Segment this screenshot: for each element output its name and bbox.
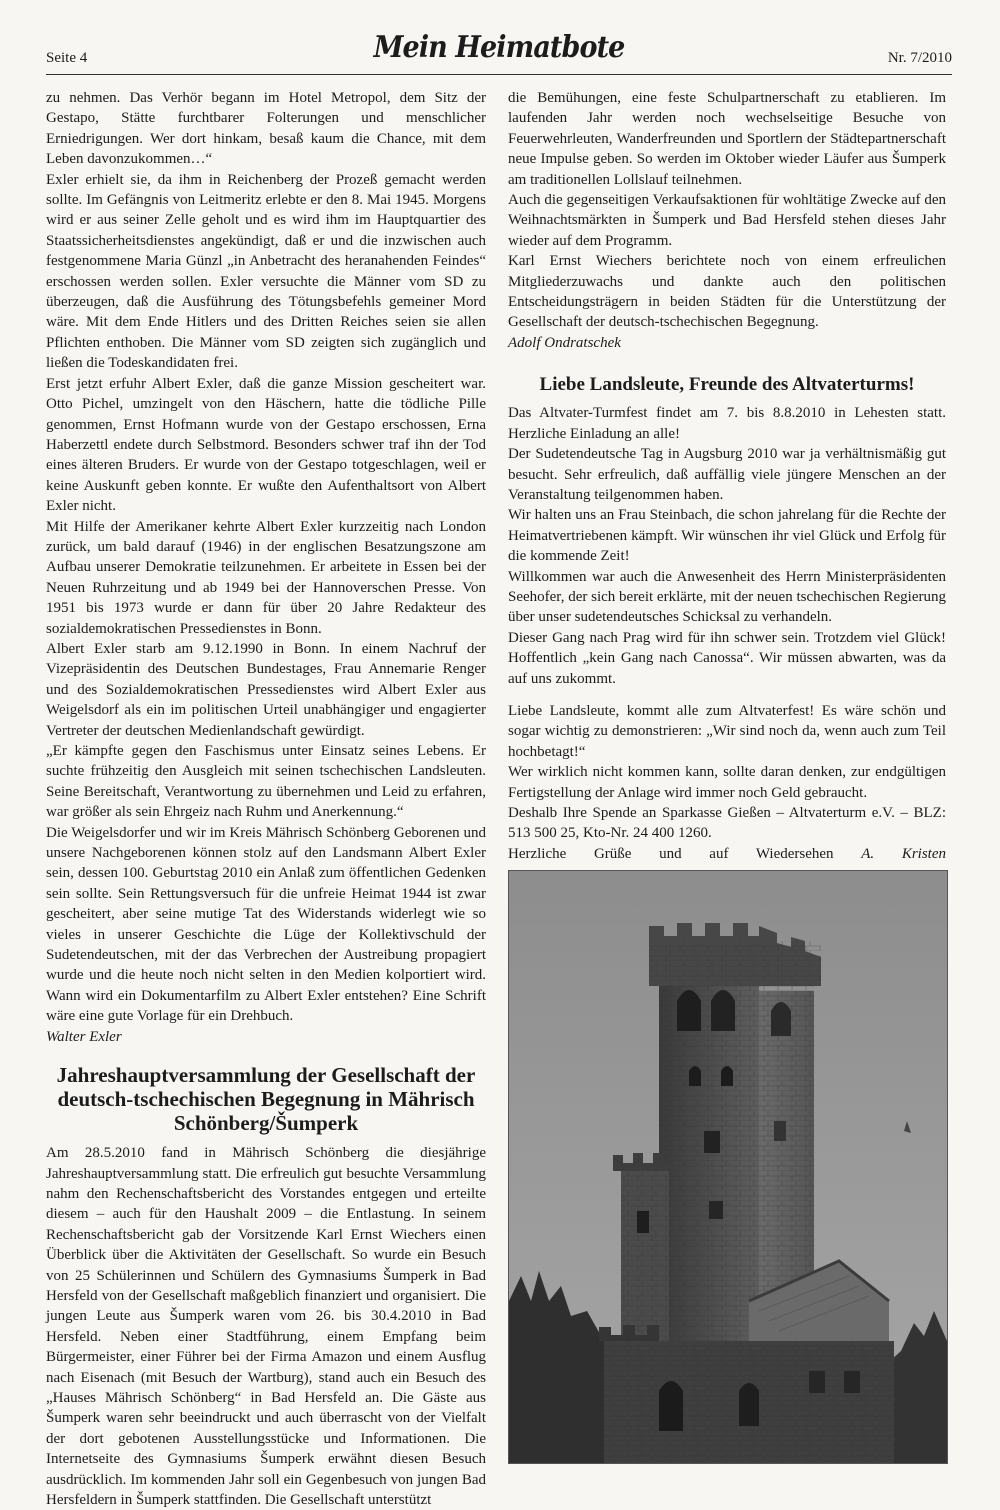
right-column xyxy=(508,88,946,1464)
closing-text: Herzliche Grüße und auf Wiedersehen xyxy=(508,845,834,862)
article-paragraph: Wir halten uns an Frau Steinbach, die schon jahrelang für die Rechte der Heimatvertriebenen kämpft. Wir wünschen ihr viel Glück und Erfolg für die kommende Zeit! xyxy=(508,507,946,565)
article-paragraph: Der Sudetendeutsche Tag in Augsburg 2010 war ja verhältnismäßig gut besucht. Sehr erfreulich, daß auffällig viele jüngere Menschen an der Veranstaltung teilgenommen haben. xyxy=(508,446,946,503)
article-paragraph: Das Altvater-Turmfest findet am 7. bis 8.8.2010 in Lehesten statt. Herzliche Einladung an alle! xyxy=(508,405,946,442)
article-quote: „Er kämpfte gegen den Faschismus unter Einsatz seines Lebens. Er suchte frühzeitig den Ausgleich mit seinen tschechischen Landsleuten. Seine Bereitschaft, Verantwortung zu übernehmen und Leid zu erfahren, war größer als sein Ehrgeiz nach Ruhm und Anerkennung.“ xyxy=(46,743,486,821)
closing-line xyxy=(508,844,946,864)
article-paragraph: Albert Exler starb am 9.12.1990 in Bonn. In einem Nachruf der Vizepräsidentin des Deutschen Bundestages, Frau Annemarie Renger und des Sozialdemokratischen Pressedienstes wird Albert Exler aus Weigelsdorf als ein im politischen Urteil unabhängiger und engagierter Vertreter der deutschen Medienlandschaft gewürdigt. xyxy=(46,640,486,739)
article-paragraph: Die Weigelsdorfer und wir im Kreis Mährisch Schönberg Geborenen und unsere Nachgeborenen können stolz auf den Landsmann Albert Exler sein, dessen 100. Geburtstag 2010 ein Anlaß zum öffentlichen Gedenken sein sollte. Sein Rettungsversuch für die unfreie Heimat 1944 ist zwar gescheitert, aber seine mutige Tat des Widerstands widerlegt wie so vieles in unserer Geschichte die Lüge der Kollektivschuld der Sudetendeutschen, mit der das Verbrechen der Austreibung propagiert wurde und die heute noch nicht selten in den Medien kolportiert wird. Wann wird ein Dokumentarfilm zu Albert Exler entstehen? Eine Schrift wäre eine gute Vorlage für ein Drehbuch. xyxy=(46,824,486,1025)
altvater-tower-image xyxy=(509,871,947,1463)
article-paragraph: Wer wirklich nicht kommen kann, sollte daran denken, zur endgültigen Fertigstellung der Anlage wird immer noch Geld gebraucht. xyxy=(508,764,946,801)
masthead-logo: Mein Heimatbote xyxy=(373,30,625,65)
left-column xyxy=(46,88,486,1510)
header-rule xyxy=(46,74,952,75)
article-paragraph: Exler erhielt sie, da ihm in Reichenberg der Prozeß gemacht werden sollte. Im Gefängnis von Leitmeritz erlebte er den 8. Mai 1945. Morgens wird er aus seiner Zelle geholt und es wird ihm im Hauptquartier des Staatssicherheitsdienstes angekündigt, daß er und die inzwischen auch festgenommene Maria Günzl „in Anbetracht des heranahenden Feindes“ erschossen werden sollen. Exler versuchte die Männer vom SD zu überzeugen, daß die Ausführung des Tötungsbefehls gemeiner Mord wäre. Mit dem Ende Hitlers und des Dritten Reiches seien sie allen Pflichten enthoben. Die Männer vom SD zeigten sich zugänglich und ließen die Todeskandidaten frei. xyxy=(46,171,486,372)
article-paragraph: Am 28.5.2010 fand in Mährisch Schönberg die diesjährige Jahreshauptversammlung statt. Die erfreulich gut besuchte Versammlung nahm den Rechenschaftsbericht des Vorstandes entgegen und erteilte diesem – auch für den Haushalt 2009 – die Entlastung. In seinem Rechenschaftsbericht gab der Vorsitzende Karl Ernst Wiechers einen Überblick über die Aktivitäten der Gesellschaft. So wurde ein Besuch von 25 Schülerinnen und Schülern des Gymnasiums Šumperk in Bad Hersfeld von der Gesellschaft maßgeblich finanziert und organisiert. Die jungen Leute aus Šumperk waren vom 26. bis 30.4.2010 in Bad Hersfeld. Neben einer Stadtführung, einem Empfang beim Bürgermeister, einer Führer bei der Firma Amazon und einem Ausflug nach Eisenach (mit Besuch der Wartburg), stand auch ein Besuch des „Hauses Mährisch Schönberg“ in Bad Hersfeld an. Die Gäste aus Šumperk waren sehr beeindruckt und auch überrascht von der Vielfalt der dort gebotenen Ausstellungsstücke und Informationen. Die Internetseite des Gymnasiums Šumperk erwähnt diesen Besuch ausdrücklich. Im kommenden Jahr soll ein Gegenbesuch von jungen Bad Hersfeldern in Šumperk stattfinden. Die Gesellschaft unterstützt xyxy=(46,1145,486,1508)
article-paragraph: Karl Ernst Wiechers berichtete noch von einem erfreulichen Mitgliederzuwachs und dankte auch den politischen Entscheidungsträgern in beiden Städten für die Unterstützung der Gesellschaft der deutsch-tschechischen Begegnung. xyxy=(508,253,946,331)
page-number: Seite 4 xyxy=(46,50,88,66)
article-paragraph: Deshalb Ihre Spende an Sparkasse Gießen – Altvaterturm e.V. – BLZ: 513 500 25, Kto-Nr. 24 400 1260. xyxy=(508,805,946,842)
article-paragraph: Mit Hilfe der Amerikaner kehrte Albert Exler kurzzeitig nach London zurück, um bald darauf (1946) in der englischen Besatzungszone am Aufbau unserer Demokratie teilzunehmen. Er arbeitete in Essen bei der Neuen Ruhrzeitung und ab 1949 bei der Hannoverschen Presse. Von 1951 bis 1973 wurde er dann für über 20 Jahre Redakteur des sozialdemokratischen Pressedienstes in Bonn. xyxy=(46,518,486,637)
article-headline: Jahreshauptversammlung der Gesellschaft der deutsch-tschechischen Begegnung in Mährisch Schönberg/Šumperk xyxy=(56,1063,476,1136)
issue-number: Nr. 7/2010 xyxy=(887,50,952,66)
page-header xyxy=(46,30,952,74)
author-signature: Walter Exler xyxy=(46,1028,122,1045)
article-paragraph: Liebe Landsleute, kommt alle zum Altvaterfest! Es wäre schön und sogar wichtig zu demonstrieren: „Wir sind noch da, wenn auch zum Teil hochbetagt!“ xyxy=(508,702,946,760)
article-paragraph: Auch die gegenseitigen Verkaufsaktionen für wohltätige Zwecke auf den Weihnachtsmärkten in Šumperk und Bad Hersfeld stehen dieses Jahr wieder auf dem Programm. xyxy=(508,192,946,249)
author-signature: A. Kristen xyxy=(861,845,946,862)
article-paragraph: zu nehmen. Das Verhör begann im Hotel Metropol, dem Sitz der Gestapo, Stätte furchtbarer Folterungen und menschlicher Erniedrigungen. Wer dort hinkam, besaß kaum die Chance, mit dem Leben davonzukommen…“ xyxy=(46,90,486,168)
article-paragraph: Dieser Gang nach Prag wird für ihn schwer sein. Trotzdem viel Glück! Hoffentlich „kein Gang nach Canossa“. Wir müssen abwarten, was da auf uns zukommt. xyxy=(508,629,946,687)
article-paragraph: Erst jetzt erfuhr Albert Exler, daß die ganze Mission gescheitert war. Otto Pichel, umzingelt von den Häschern, hatte die tödliche Pille genommen, Ernst Hofmann wurde von der Gestapo erschossen, Erna Haberzettl endete durch Selbstmord. Besonders schwer traf ihn der Tod eines älteren Bruders. Er wurde von der Gestapo totgeschlagen, weil er keine Auskunft geben konnte. Er wußte den Aufenthaltsort von Albert Exler nicht. xyxy=(46,375,486,515)
author-signature: Adolf Ondratschek xyxy=(508,334,621,351)
tower-photo xyxy=(508,870,948,1464)
article-paragraph: Willkommen war auch die Anwesenheit des Herrn Ministerpräsidenten Seehofer, der sich bereit erklärte, mit der neuen tschechischen Regierung über unser sudetendeutsches Schicksal zu verhandeln. xyxy=(508,568,946,626)
article-paragraph: die Bemühungen, eine feste Schulpartnerschaft zu etablieren. Im laufenden Jahr werden noch wechselseitige Besuche von Feuerwehrleuten, Wanderfreunden und Sportlern der Städtepartnerschaft neue Impulse geben. So werden im Oktober wieder Läufer aus Šumperk am traditionellen Lollslauf teilnehmen. xyxy=(508,90,946,188)
article-headline: Liebe Landsleute, Freunde des Altvaterturms! xyxy=(539,374,915,396)
